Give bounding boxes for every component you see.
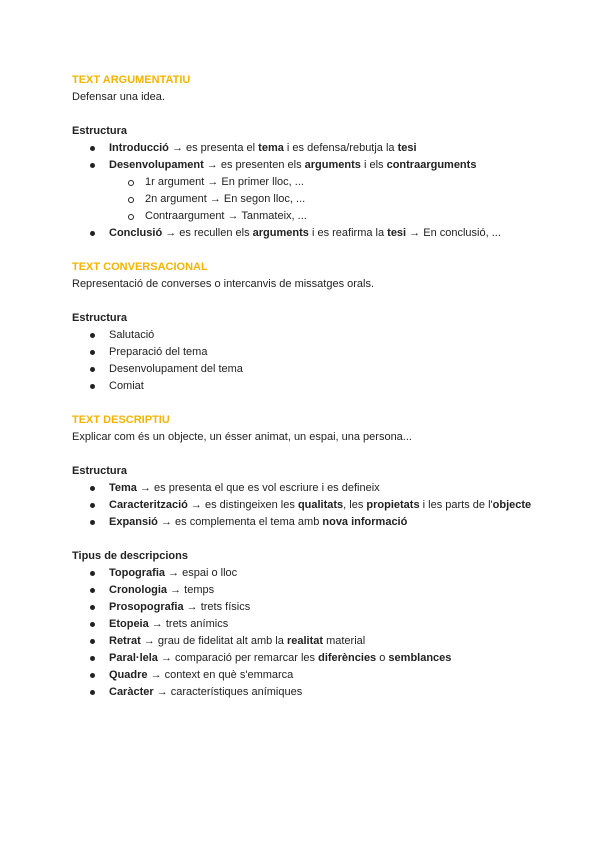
list-item: Preparació del tema — [72, 344, 542, 361]
bullet-disc-icon — [90, 486, 95, 491]
sub-list-item: 2n argument → En segon lloc, ... — [72, 191, 542, 208]
list-item: Tema → es presenta el que es vol escriure i es defineix — [72, 480, 542, 497]
bullet-disc-icon — [90, 605, 95, 610]
bullet-disc-icon — [90, 333, 95, 338]
structure-list-conversacional — [72, 327, 542, 395]
heading-descriptiu: TEXT DESCRIPTIU — [72, 414, 170, 426]
list-item: Desenvolupament → es presenten els arguments i els contraarguments — [72, 157, 542, 174]
description-descriptiu: Explicar com és un objecte, un ésser animat, un espai, una persona... — [72, 431, 412, 443]
structure-list-descriptiu — [72, 480, 542, 531]
heading-conversacional: TEXT CONVERSACIONAL — [72, 261, 208, 273]
list-item: Paral·lela → comparació per remarcar les diferències o semblances — [72, 650, 542, 667]
bullet-disc-icon — [90, 639, 95, 644]
structure-list-argumentatiu — [72, 140, 542, 242]
types-list-descriptiu — [72, 565, 542, 701]
structure-label-argumentatiu: Estructura — [72, 125, 128, 137]
description-conversacional: Representació de converses o intercanvis de missatges orals. — [72, 278, 375, 290]
bullet-circle-icon — [128, 197, 134, 203]
list-item: Introducció → es presenta el tema i es defensa/rebutja la tesi — [72, 140, 542, 157]
bullet-disc-icon — [90, 231, 95, 236]
list-item: Etopeia → trets anímics — [72, 616, 542, 633]
list-item: Caràcter → característiques anímiques — [72, 684, 542, 701]
types-label-descriptiu: Tipus de descripcions — [72, 550, 188, 562]
list-item: Prosopografia → trets físics — [72, 599, 542, 616]
sub-list-item: Contraargument → Tanmateix, ... — [72, 208, 542, 225]
list-item: Topografia → espai o lloc — [72, 565, 542, 582]
list-item: Desenvolupament del tema — [72, 361, 542, 378]
list-item: Expansió → es complementa el tema amb nova informació — [72, 514, 542, 531]
bullet-disc-icon — [90, 673, 95, 678]
bullet-disc-icon — [90, 146, 95, 151]
list-item: Salutació — [72, 327, 542, 344]
bullet-disc-icon — [90, 503, 95, 508]
bullet-disc-icon — [90, 622, 95, 627]
list-item: Comiat — [72, 378, 542, 395]
bullet-disc-icon — [90, 163, 95, 168]
list-item: Retrat → grau de fidelitat alt amb la realitat material — [72, 633, 542, 650]
bullet-disc-icon — [90, 690, 95, 695]
bullet-disc-icon — [90, 571, 95, 576]
bullet-circle-icon — [128, 214, 134, 220]
bullet-disc-icon — [90, 588, 95, 593]
description-argumentatiu: Defensar una idea. — [72, 91, 165, 103]
document-page — [72, 72, 542, 701]
list-item: Quadre → context en què s'emmarca — [72, 667, 542, 684]
bullet-disc-icon — [90, 384, 95, 389]
structure-label-descriptiu: Estructura — [72, 465, 128, 477]
list-item: Caracterització → es distingeixen les qualitats, les propietats i les parts de l'objecte — [72, 497, 542, 514]
sub-list-item: 1r argument → En primer lloc, ... — [72, 174, 542, 191]
bullet-disc-icon — [90, 520, 95, 525]
list-item: Cronologia → temps — [72, 582, 542, 599]
heading-argumentatiu: TEXT ARGUMENTATIU — [72, 74, 191, 86]
structure-label-conversacional: Estructura — [72, 312, 128, 324]
bullet-disc-icon — [90, 367, 95, 372]
bullet-disc-icon — [90, 656, 95, 661]
list-item: Conclusió → es recullen els arguments i es reafirma la tesi → En conclusió, ... — [72, 225, 542, 242]
bullet-disc-icon — [90, 350, 95, 355]
bullet-circle-icon — [128, 180, 134, 186]
